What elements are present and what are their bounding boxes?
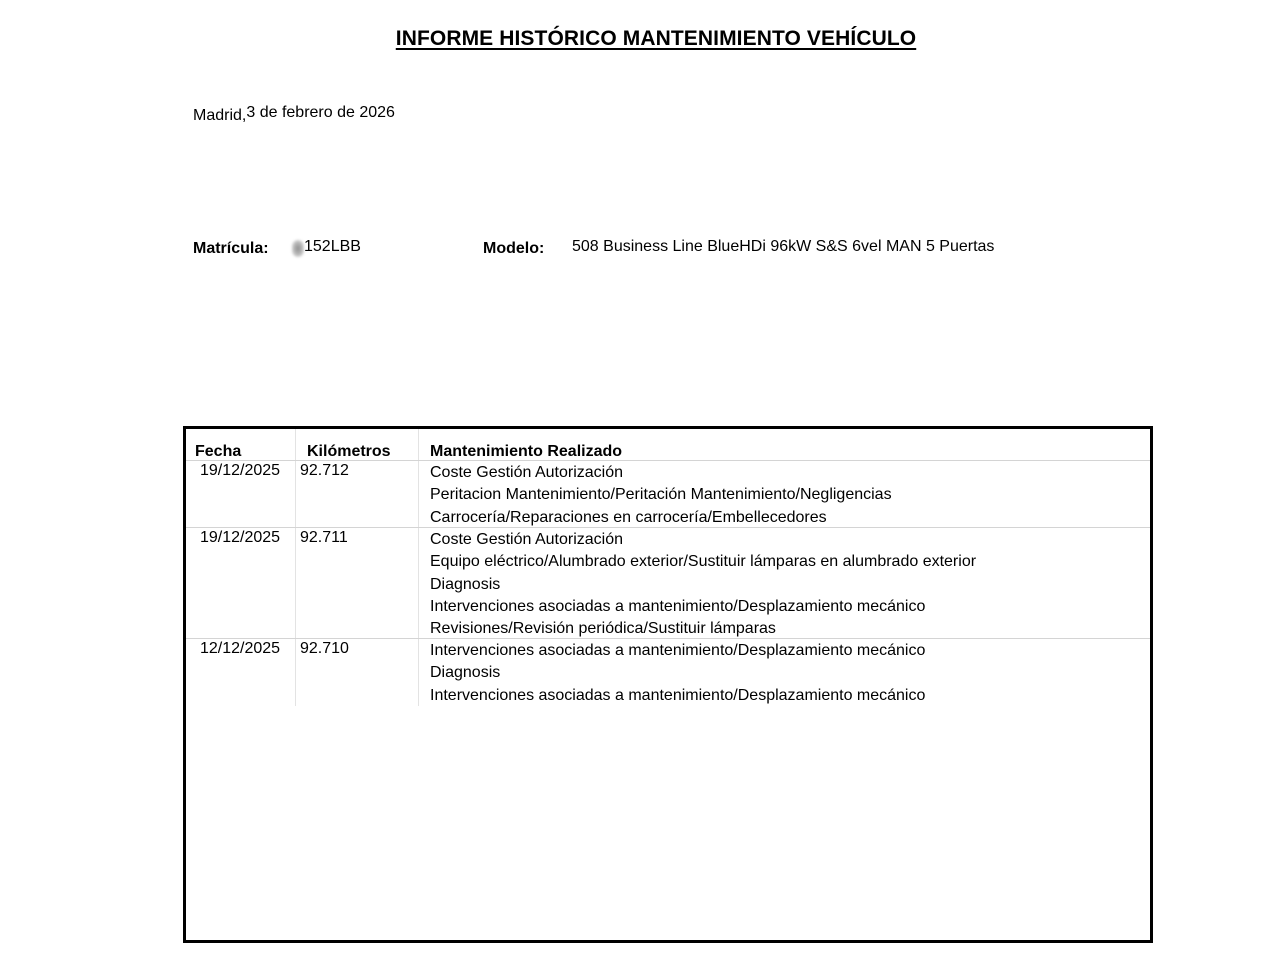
task-item: Carrocería/Reparaciones en carrocería/Embellecedores — [430, 508, 827, 526]
row-km: 92.712 — [300, 462, 349, 479]
redaction-blur — [292, 240, 304, 257]
maintenance-history-table — [183, 426, 1153, 943]
report-city: Madrid, — [193, 107, 247, 124]
header-km: Kilómetros — [307, 443, 391, 460]
row-km: 92.711 — [300, 529, 348, 546]
plate-label: Matrícula: — [193, 240, 269, 257]
report-place-date — [193, 104, 395, 122]
task-item: Diagnosis — [430, 664, 501, 682]
row-date: 19/12/2025 — [200, 529, 281, 546]
task-item: Peritacion Mantenimiento/Peritación Mantenimiento/Negligencias — [430, 486, 892, 504]
header-date: Fecha — [195, 443, 242, 460]
row-task-list — [430, 640, 925, 707]
table-row — [186, 638, 1150, 706]
row-km: 92.710 — [300, 640, 349, 657]
header-maintenance: Mantenimiento Realizado — [430, 443, 623, 460]
task-item: Revisiones/Revisión periódica/Sustituir lámparas — [430, 620, 776, 638]
task-item: Diagnosis — [430, 575, 501, 593]
table-row — [186, 460, 1150, 527]
plate-value: 152LBB — [304, 238, 361, 255]
task-item: Intervenciones asociadas a mantenimiento/Desplazamiento mecánico — [430, 642, 926, 659]
task-item: Coste Gestión Autorización — [430, 464, 623, 481]
task-item: Intervenciones asociadas a mantenimiento/Desplazamiento mecánico — [430, 686, 926, 704]
task-item: Equipo eléctrico/Alumbrado exterior/Sustituir lámparas en alumbrado exterior — [430, 553, 977, 571]
report-date: 3 de febrero de 2026 — [246, 104, 395, 121]
task-item: Intervenciones asociadas a mantenimiento/Desplazamiento mecánico — [430, 597, 926, 615]
table-row — [186, 527, 1150, 639]
model-label: Modelo: — [483, 240, 545, 257]
row-date: 19/12/2025 — [200, 462, 281, 479]
task-item: Coste Gestión Autorización — [430, 531, 623, 548]
model-value: 508 Business Line BlueHDi 96kW S&S 6vel MAN 5 Puertas — [572, 238, 995, 255]
row-task-list — [430, 462, 892, 529]
report-title: INFORME HISTÓRICO MANTENIMIENTO VEHÍCULO — [395, 27, 917, 50]
row-task-list — [430, 529, 976, 640]
row-date: 12/12/2025 — [200, 640, 281, 657]
